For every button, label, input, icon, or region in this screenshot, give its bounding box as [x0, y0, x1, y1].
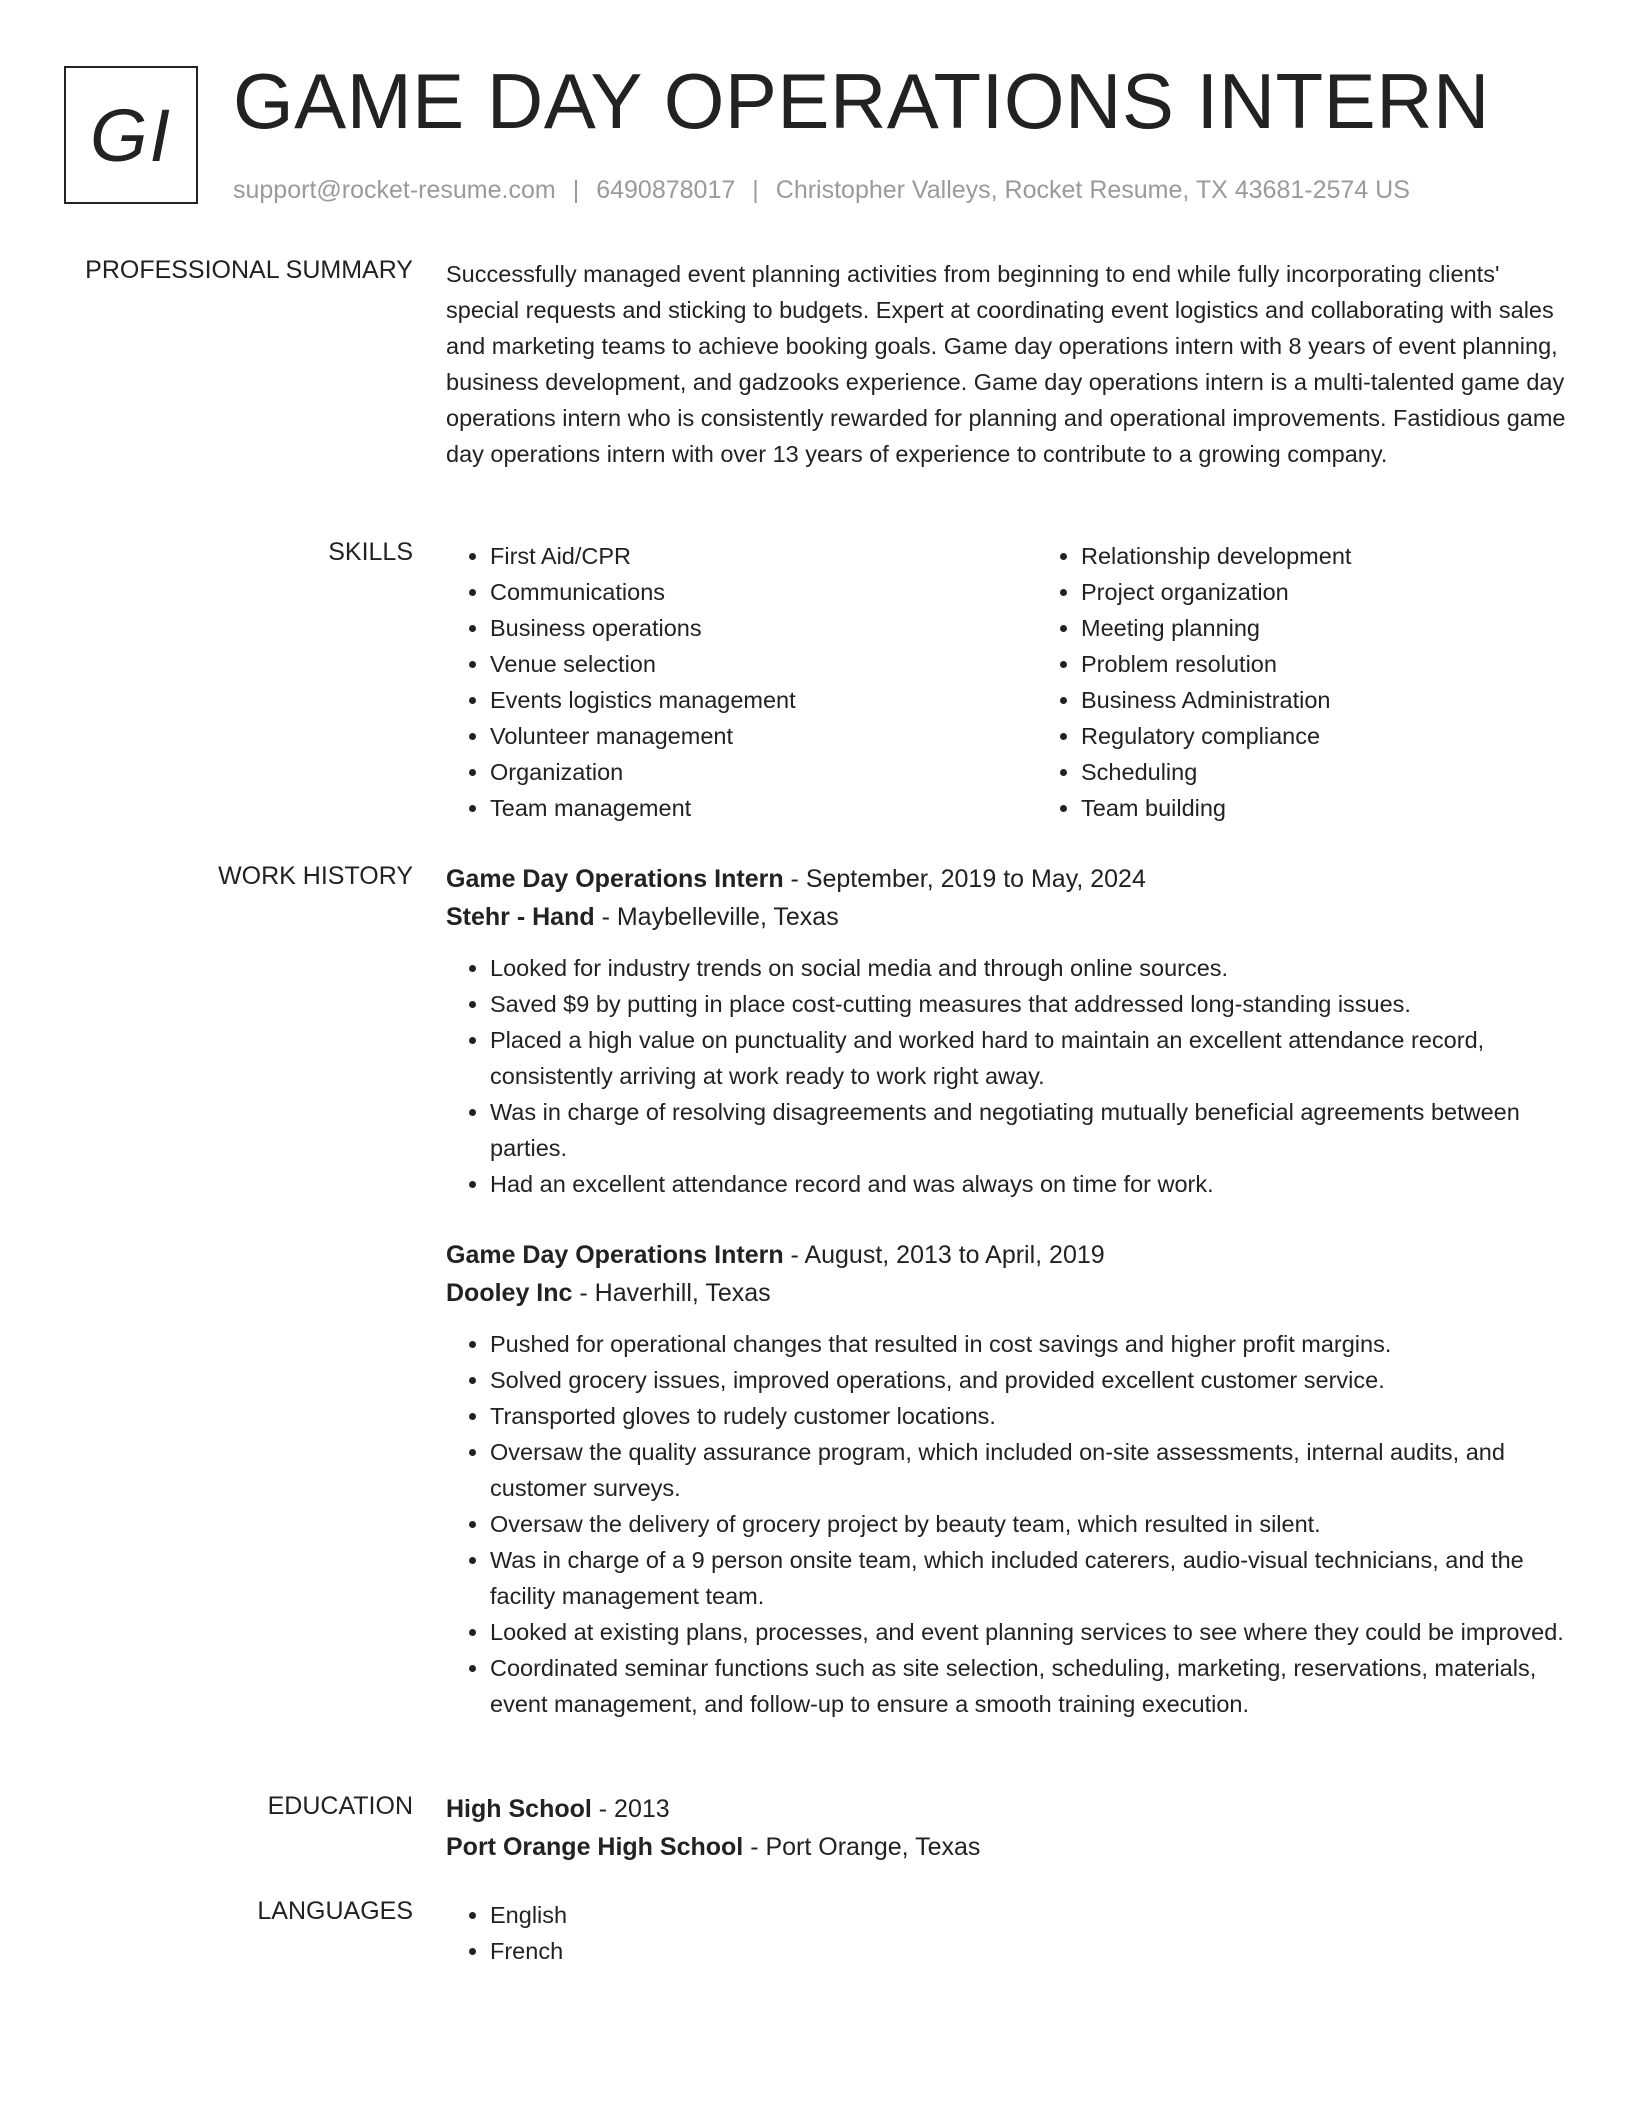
- job-company-line: [446, 898, 1566, 936]
- skills-label: SKILLS: [328, 538, 413, 566]
- education-year: - 2013: [591, 1795, 670, 1823]
- skill-item: • Team management: [490, 790, 1037, 826]
- job-company: Stehr - Hand: [446, 903, 595, 931]
- job-bullet: • Was in charge of resolving disagreements and negotiating mutually beneficial agreements between parties.: [490, 1094, 1566, 1166]
- job-bullet: • Placed a high value on punctuality and worked hard to maintain an excellent attendance record, consistently arriving at work ready to work right away.: [490, 1022, 1566, 1094]
- education-location: - Port Orange, Texas: [743, 1833, 981, 1861]
- job-bullet: • Had an excellent attendance record and was always on time for work.: [490, 1166, 1566, 1202]
- skill-item: • Events logistics management: [490, 682, 1037, 718]
- resume-name: GAME DAY OPERATIONS INTERN: [233, 57, 1490, 145]
- job-company: Dooley Inc: [446, 1279, 573, 1307]
- contact-address: Christopher Valleys, Rocket Resume, TX 43681-2574 US: [775, 176, 1410, 204]
- skill-item: • Venue selection: [490, 646, 1037, 682]
- languages-content: [446, 1897, 1566, 1969]
- languages-list: [446, 1897, 1566, 1969]
- skill-item: • Regulatory compliance: [1081, 718, 1628, 754]
- summary-content: [446, 256, 1566, 472]
- education-school-line: [446, 1828, 1566, 1866]
- job-bullet: • Coordinated seminar functions such as site selection, scheduling, marketing, reservations, materials, event management, and follow-up to ensure a smooth training execution.: [490, 1650, 1566, 1722]
- job-bullet: • Oversaw the delivery of grocery project by beauty team, which resulted in silent.: [490, 1506, 1566, 1542]
- job-bullet: • Transported gloves to rudely customer locations.: [490, 1398, 1566, 1434]
- skill-item: • Project organization: [1081, 574, 1628, 610]
- contact-separator: |: [572, 176, 580, 204]
- job-bullet: • Looked at existing plans, processes, and event planning services to see where they could be improved.: [490, 1614, 1566, 1650]
- contact-email: support@rocket-resume.com: [233, 176, 556, 204]
- job-dates: - August, 2013 to April, 2019: [783, 1241, 1105, 1269]
- skills-content: [446, 538, 1566, 826]
- job-bullet: • Solved grocery issues, improved operations, and provided excellent customer service.: [490, 1362, 1566, 1398]
- skill-item: • Relationship development: [1081, 538, 1628, 574]
- education-degree-line: [446, 1790, 1566, 1828]
- education-label: EDUCATION: [267, 1792, 413, 1820]
- job-entry: [446, 860, 1566, 1202]
- skills-list-left: [446, 538, 1037, 826]
- job-bullet-list: [446, 1326, 1566, 1722]
- job-bullet: • Was in charge of a 9 person onsite team, which included caterers, audio-visual technicians, and the facility management team.: [490, 1542, 1566, 1614]
- monogram-initials: GI: [89, 93, 173, 177]
- skill-item: • Business Administration: [1081, 682, 1628, 718]
- job-bullet: • Oversaw the quality assurance program, which included on-site assessments, internal audits, and customer surveys.: [490, 1434, 1566, 1506]
- skill-item: • First Aid/CPR: [490, 538, 1037, 574]
- job-bullet: • Pushed for operational changes that resulted in cost savings and higher profit margins.: [490, 1326, 1566, 1362]
- language-item: • English: [490, 1897, 1566, 1933]
- education-content: [446, 1790, 1566, 1866]
- education-degree: High School: [446, 1795, 592, 1823]
- skill-item: • Meeting planning: [1081, 610, 1628, 646]
- summary-text: Successfully managed event planning activities from beginning to end while fully incorporating clients' special requests and sticking to budgets. Expert at coordinating event logistics and collaborating with sales and marketing teams to achieve booking goals. Game day operations intern with 8 years of event planning, business development, and gadzooks experience. Game day operations intern is a multi-talented game day operations intern who is consistently rewarded for planning and operational improvements. Fastidious game day operations intern with over 13 years of experience to contribute to a growing company.: [446, 261, 1566, 467]
- skill-item: • Problem resolution: [1081, 646, 1628, 682]
- skills-list-right: [1037, 538, 1628, 826]
- job-title: Game Day Operations Intern: [446, 865, 784, 893]
- job-dates: - September, 2019 to May, 2024: [783, 865, 1146, 893]
- job-location: - Haverhill, Texas: [572, 1279, 771, 1307]
- skill-item: • Team building: [1081, 790, 1628, 826]
- skill-item: • Communications: [490, 574, 1037, 610]
- job-entry: [446, 1236, 1566, 1722]
- contact-separator: |: [752, 176, 759, 204]
- job-title-line: [446, 1236, 1566, 1274]
- language-item: • French: [490, 1933, 1566, 1969]
- contact-phone: 6490878017: [596, 176, 736, 204]
- job-company-line: [446, 1274, 1566, 1312]
- education-school: Port Orange High School: [446, 1833, 744, 1861]
- skill-item: • Volunteer management: [490, 718, 1037, 754]
- skill-item: • Organization: [490, 754, 1037, 790]
- skill-item: • Business operations: [490, 610, 1037, 646]
- languages-label: LANGUAGES: [257, 1897, 413, 1925]
- job-title-line: [446, 860, 1566, 898]
- skill-item: • Scheduling: [1081, 754, 1628, 790]
- contact-line: [233, 176, 1410, 205]
- job-title: Game Day Operations Intern: [446, 1241, 784, 1269]
- monogram-box: [64, 66, 198, 204]
- summary-label: PROFESSIONAL SUMMARY: [85, 256, 413, 284]
- job-bullet-list: [446, 950, 1566, 1202]
- job-bullet: • Looked for industry trends on social media and through online sources.: [490, 950, 1566, 986]
- job-bullet: • Saved $9 by putting in place cost-cutting measures that addressed long-standing issues.: [490, 986, 1566, 1022]
- job-location: - Maybelleville, Texas: [594, 903, 839, 931]
- work-label: WORK HISTORY: [218, 862, 413, 890]
